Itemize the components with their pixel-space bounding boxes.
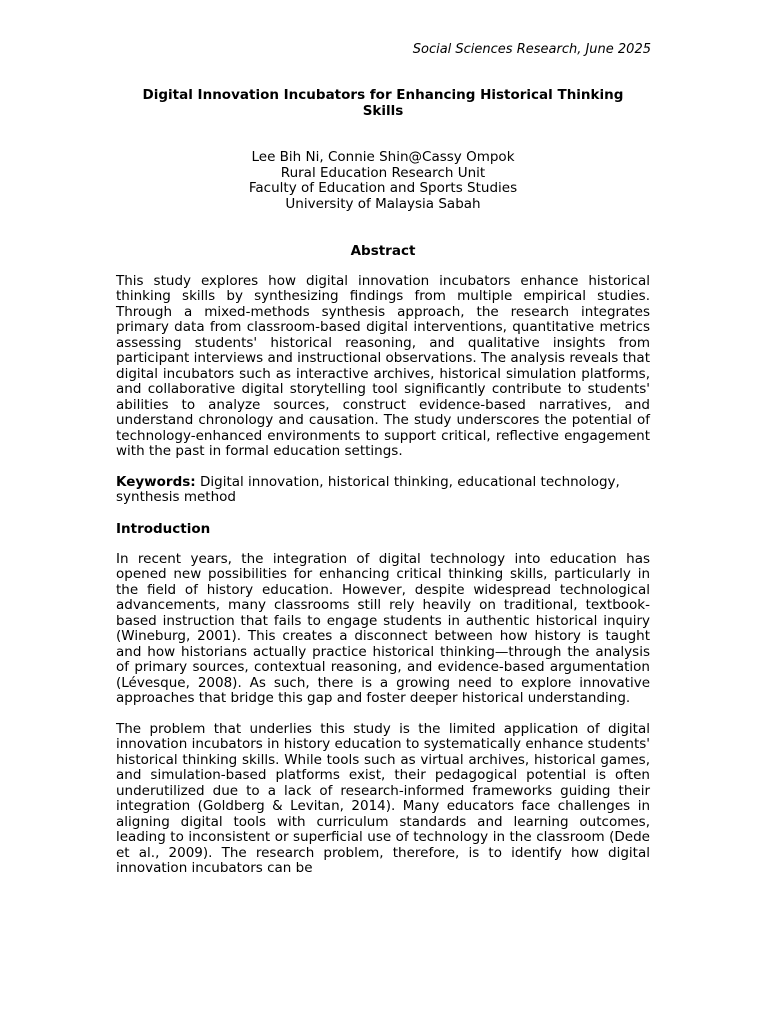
journal-header: Social Sciences Research, June 2025	[412, 42, 651, 57]
keywords-text: Digital innovation, historical thinking, educational technology, synthesis method	[116, 473, 620, 506]
author-faculty: Faculty of Education and Sports Studies	[248, 180, 518, 197]
author-names: Lee Bih Ni, Connie Shin@Cassy Ompok	[251, 149, 515, 165]
author-university: University of Malaysia Sabah	[285, 196, 481, 213]
author-block	[116, 150, 650, 213]
author-unit: Rural Education Research Unit	[280, 164, 486, 181]
paper-body	[116, 87, 650, 877]
introduction-paragraph-1: In recent years, the integration of digital technology into education has opened new possibilities for enhancing critical thinking skills, particularly in the field of history education. However, despite widespread technological advancements, many classrooms still rely heavily on traditional, textbook-based instruction that fails to engage students in authentic historical inquiry (Wineburg, 2001). This creates a disconnect between how history is taught and how historians actually practice historical thinking—through the analysis of primary sources, contextual reasoning, and evidence-based argumentation (Lévesque, 2008). As such, there is a growing need to explore innovative approaches that bridge this gap and foster deeper historical understanding.	[116, 550, 650, 707]
paper-title: Digital Innovation Incubators for Enhancing Historical Thinking Skills	[142, 87, 624, 119]
abstract-heading: Abstract	[350, 242, 416, 259]
abstract-text: This study explores how digital innovation incubators enhance historical thinking skills by synthesizing findings from multiple empirical studies. Through a mixed-methods synthesis approach, the research integrates primary data from classroom-based digital interventions, quantitative metrics assessing students' historical reasoning, and qualitative insights from participant interviews and instructional observations. The analysis reveals that digital incubators such as interactive archives, historical simulation platforms, and collaborative digital storytelling tool significantly contribute to students' abilities to analyze sources, construct evidence-based narratives, and understand chronology and causation. The study underscores the potential of technology-enhanced environments to support critical, reflective engagement with the past in formal education settings.	[116, 272, 650, 460]
introduction-heading: Introduction	[116, 520, 211, 537]
keywords	[116, 475, 650, 506]
introduction-paragraph-2: The problem that underlies this study is the limited application of digital innovation incubators in history education to systematically enhance students' historical thinking skills. While tools such as virtual archives, historical games, and simulation-based platforms exist, their pedagogical potential is often underutilized due to a lack of research-informed frameworks guiding their integration (Goldberg & Levitan, 2014). Many educators face challenges in aligning digital tools with curriculum standards and learning outcomes, leading to inconsistent or superficial use of technology in the classroom (Dede et al., 2009). The research problem, therefore, is to identify how digital innovation incubators can be	[116, 720, 650, 877]
keywords-label: Keywords:	[116, 473, 196, 490]
